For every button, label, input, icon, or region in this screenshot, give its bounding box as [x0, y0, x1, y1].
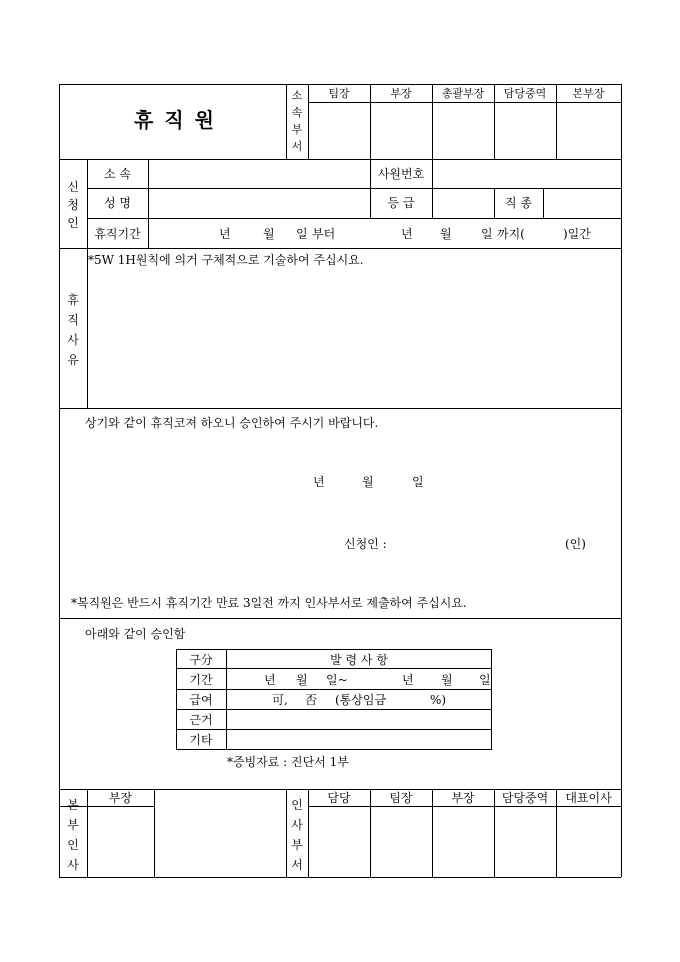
hr-header-team-leader: 팀장 [389, 791, 413, 805]
period-from-year: 년 [219, 227, 231, 241]
row-basis-label: 근거 [189, 713, 213, 727]
hr-dept-side-label: 인 사 부 서 [291, 798, 303, 872]
emp-no-field[interactable] [434, 161, 619, 187]
applicant-signature-label: 신청인 : [344, 537, 387, 551]
emp-no-label: 사원번호 [377, 167, 425, 181]
evidence-note: *증빙자료 : 진단서 1부 [227, 755, 349, 769]
dept-field[interactable] [150, 161, 368, 187]
approval-statement: 아래와 같이 승인함 [85, 627, 186, 641]
sign-box-division-head[interactable] [557, 103, 620, 158]
approval-header-general-manager: 총괄부장 [441, 87, 485, 100]
seal-mark: (인) [565, 537, 586, 551]
sign-box-manager[interactable] [371, 103, 431, 158]
hr-sign-box-staff[interactable] [309, 807, 369, 876]
affiliation-label: 소 속 부 서 [291, 89, 303, 153]
row-period-label: 기간 [189, 673, 213, 687]
request-date-month: 월 [362, 475, 374, 489]
job-type-field[interactable] [545, 190, 619, 217]
approval-table-header-value: 발 령 사 항 [330, 653, 388, 667]
approval-table-header-label: 구分 [189, 653, 213, 667]
period-to-suffix: 까지( [497, 227, 525, 241]
form-title: 휴 직 원 [134, 108, 216, 132]
request-date-year: 년 [313, 475, 325, 489]
row-other-label: 기타 [189, 733, 213, 747]
applicant-signature-field[interactable] [400, 533, 560, 553]
row-basis-field[interactable] [228, 711, 490, 728]
row-other-field[interactable] [228, 731, 490, 748]
period-from-month: 월 [263, 227, 275, 241]
approval-header-team-leader: 팀장 [328, 87, 350, 100]
return-note: *복직원은 반드시 휴직기간 만료 3일전 까지 인사부서로 제출하여 주십시요. [71, 596, 467, 610]
name-label: 성 명 [104, 196, 131, 210]
period-to-day: 일 [481, 227, 493, 241]
period-from-day: 일 [296, 227, 308, 241]
hq-hr-side-label: 본 부 인 사 [67, 798, 79, 872]
approval-header-division-head: 본부장 [572, 87, 605, 100]
period-to-year: 년 [401, 227, 413, 241]
period-days-suffix: )일간 [563, 227, 591, 241]
sign-box-general-manager[interactable] [433, 103, 493, 158]
hr-header-executive: 담당중역 [501, 791, 549, 805]
hr-sign-box-team-leader[interactable] [371, 807, 431, 876]
period-from-suffix: 부터 [312, 227, 336, 241]
hr-header-staff: 담당 [327, 791, 351, 805]
approval-header-executive: 담당중역 [503, 87, 547, 100]
reason-field[interactable] [89, 272, 619, 406]
reason-instruction: *5W 1H원칙에 의거 구체적으로 기술하여 주십시요. [88, 253, 364, 267]
job-type-label: 직 종 [505, 196, 532, 210]
grade-field[interactable] [434, 190, 492, 217]
dept-label: 소 속 [104, 167, 131, 181]
grade-label: 등 급 [387, 196, 415, 210]
leave-period-label: 휴직기간 [94, 227, 141, 241]
sign-box-team-leader[interactable] [309, 103, 369, 158]
sign-box-executive[interactable] [495, 103, 555, 158]
hr-header-manager: 부장 [451, 791, 475, 805]
hq-manager-header: 부장 [108, 791, 133, 805]
hr-sign-box-manager[interactable] [433, 807, 493, 876]
reason-side-label: 휴 직 사 유 [67, 293, 79, 367]
request-statement: 상기와 같이 휴직코져 하오니 승인하여 주시기 바랍니다. [85, 416, 379, 430]
period-to-month: 월 [440, 227, 452, 241]
request-date-day: 일 [412, 475, 424, 489]
approval-header-manager: 부장 [390, 87, 412, 100]
hq-manager-sign-box[interactable] [88, 807, 153, 876]
hr-sign-box-executive[interactable] [495, 807, 555, 876]
applicant-side-label: 신 청 인 [67, 180, 79, 230]
hr-sign-box-ceo[interactable] [557, 807, 620, 876]
hr-header-ceo: 대표이사 [565, 791, 612, 805]
name-field[interactable] [150, 190, 368, 217]
row-salary-label: 급여 [189, 693, 213, 707]
